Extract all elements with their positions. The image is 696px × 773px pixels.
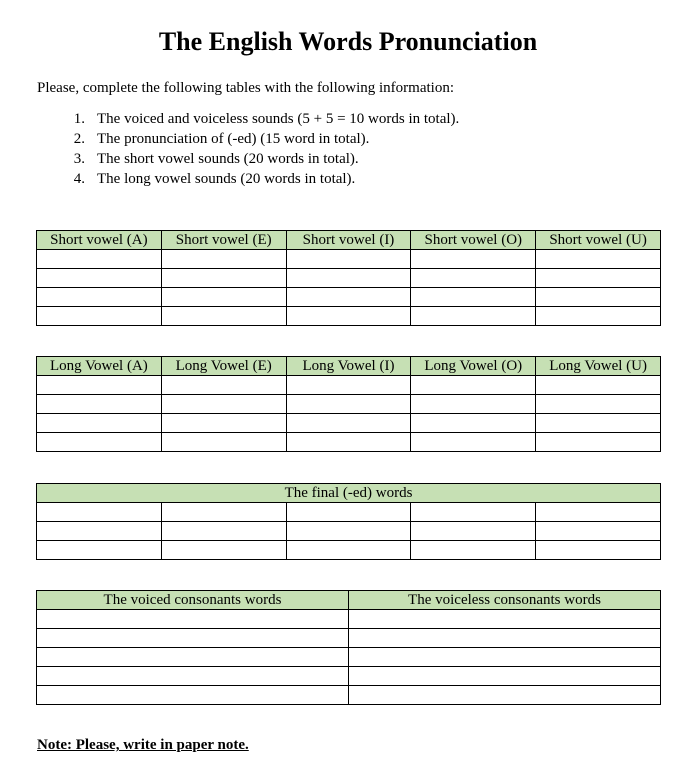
blank-cell[interactable] (536, 376, 661, 395)
table-row (37, 376, 661, 395)
table-header-row (37, 357, 661, 376)
blank-cell[interactable] (536, 250, 661, 269)
long-vowel-table (36, 356, 661, 452)
long-vowel-a-header: Long Vowel (A) (37, 357, 162, 376)
blank-cell[interactable] (286, 269, 411, 288)
table-row (37, 629, 661, 648)
blank-cell[interactable] (536, 522, 661, 541)
blank-cell[interactable] (37, 433, 162, 452)
blank-cell[interactable] (536, 269, 661, 288)
instruction-text: The pronunciation of (-ed) (15 word in total). (97, 131, 370, 147)
table-row (37, 433, 661, 452)
instruction-list (37, 109, 459, 189)
final-ed-table (36, 483, 661, 560)
short-vowel-i-header: Short vowel (I) (286, 231, 411, 250)
instruction-number: 3. (73, 151, 85, 167)
short-vowel-o-header: Short vowel (O) (411, 231, 536, 250)
blank-cell[interactable] (411, 522, 536, 541)
blank-cell[interactable] (37, 667, 349, 686)
table-row (37, 250, 661, 269)
blank-cell[interactable] (37, 376, 162, 395)
blank-cell[interactable] (286, 250, 411, 269)
blank-cell[interactable] (411, 307, 536, 326)
long-vowel-u-header: Long Vowel (U) (536, 357, 661, 376)
blank-cell[interactable] (37, 269, 162, 288)
blank-cell[interactable] (161, 288, 286, 307)
blank-cell[interactable] (37, 503, 162, 522)
blank-cell[interactable] (536, 395, 661, 414)
instruction-number: 1. (73, 111, 85, 127)
blank-cell[interactable] (286, 376, 411, 395)
instruction-text: The long vowel sounds (20 words in total). (97, 171, 356, 187)
blank-cell[interactable] (161, 269, 286, 288)
blank-cell[interactable] (411, 288, 536, 307)
blank-cell[interactable] (161, 395, 286, 414)
short-vowel-table (36, 230, 661, 326)
blank-cell[interactable] (286, 522, 411, 541)
long-vowel-i-header: Long Vowel (I) (286, 357, 411, 376)
blank-cell[interactable] (37, 307, 162, 326)
blank-cell[interactable] (349, 686, 661, 705)
table-row (37, 648, 661, 667)
long-vowel-o-header: Long Vowel (O) (411, 357, 536, 376)
blank-cell[interactable] (411, 433, 536, 452)
short-vowel-e-header: Short vowel (E) (161, 231, 286, 250)
instruction-number: 2. (73, 131, 85, 147)
table-row (37, 610, 661, 629)
instruction-item (37, 129, 459, 149)
instruction-text: The voiced and voiceless sounds (5 + 5 = 10 words in total). (97, 111, 460, 127)
blank-cell[interactable] (411, 250, 536, 269)
table-row (37, 288, 661, 307)
table-row (37, 414, 661, 433)
blank-cell[interactable] (37, 686, 349, 705)
blank-cell[interactable] (411, 503, 536, 522)
instruction-text: The short vowel sounds (20 words in total). (97, 151, 359, 167)
blank-cell[interactable] (286, 503, 411, 522)
consonants-table (36, 590, 661, 705)
blank-cell[interactable] (161, 376, 286, 395)
blank-cell[interactable] (411, 541, 536, 560)
table-row (37, 503, 661, 522)
blank-cell[interactable] (37, 648, 349, 667)
blank-cell[interactable] (536, 414, 661, 433)
blank-cell[interactable] (349, 629, 661, 648)
blank-cell[interactable] (411, 395, 536, 414)
table-row (37, 522, 661, 541)
table-row (37, 269, 661, 288)
long-vowel-e-header: Long Vowel (E) (161, 357, 286, 376)
blank-cell[interactable] (37, 250, 162, 269)
instruction-item (37, 169, 459, 189)
blank-cell[interactable] (37, 414, 162, 433)
blank-cell[interactable] (161, 541, 286, 560)
table-row (37, 667, 661, 686)
blank-cell[interactable] (161, 250, 286, 269)
blank-cell[interactable] (349, 648, 661, 667)
blank-cell[interactable] (37, 395, 162, 414)
blank-cell[interactable] (536, 541, 661, 560)
blank-cell[interactable] (411, 414, 536, 433)
blank-cell[interactable] (286, 395, 411, 414)
table-row (37, 541, 661, 560)
blank-cell[interactable] (286, 541, 411, 560)
blank-cell[interactable] (349, 610, 661, 629)
short-vowel-u-header: Short vowel (U) (536, 231, 661, 250)
table-header-row (37, 484, 661, 503)
footer-note: Note: Please, write in paper note. (37, 737, 249, 753)
table-header-row (37, 231, 661, 250)
blank-cell[interactable] (161, 503, 286, 522)
table-row (37, 686, 661, 705)
blank-cell[interactable] (536, 503, 661, 522)
blank-cell[interactable] (349, 667, 661, 686)
voiceless-consonants-header: The voiceless consonants words (349, 591, 661, 610)
blank-cell[interactable] (411, 376, 536, 395)
blank-cell[interactable] (536, 307, 661, 326)
instruction-item (37, 109, 459, 129)
intro-text: Please, complete the following tables with the following information: (37, 80, 454, 96)
blank-cell[interactable] (286, 414, 411, 433)
blank-cell[interactable] (286, 288, 411, 307)
blank-cell[interactable] (536, 433, 661, 452)
blank-cell[interactable] (161, 414, 286, 433)
blank-cell[interactable] (161, 307, 286, 326)
short-vowel-a-header: Short vowel (A) (37, 231, 162, 250)
blank-cell[interactable] (536, 288, 661, 307)
blank-cell[interactable] (37, 288, 162, 307)
blank-cell[interactable] (37, 629, 349, 648)
page-title: The English Words Pronunciation (158, 27, 538, 56)
table-row (37, 395, 661, 414)
blank-cell[interactable] (411, 269, 536, 288)
final-ed-header: The final (-ed) words (37, 484, 661, 503)
instruction-number: 4. (73, 171, 85, 187)
blank-cell[interactable] (286, 307, 411, 326)
blank-cell[interactable] (37, 541, 162, 560)
blank-cell[interactable] (37, 522, 162, 541)
blank-cell[interactable] (161, 433, 286, 452)
table-header-row (37, 591, 661, 610)
voiced-consonants-header: The voiced consonants words (37, 591, 349, 610)
blank-cell[interactable] (286, 433, 411, 452)
blank-cell[interactable] (161, 522, 286, 541)
blank-cell[interactable] (37, 610, 349, 629)
table-row (37, 307, 661, 326)
instruction-item (37, 149, 459, 169)
